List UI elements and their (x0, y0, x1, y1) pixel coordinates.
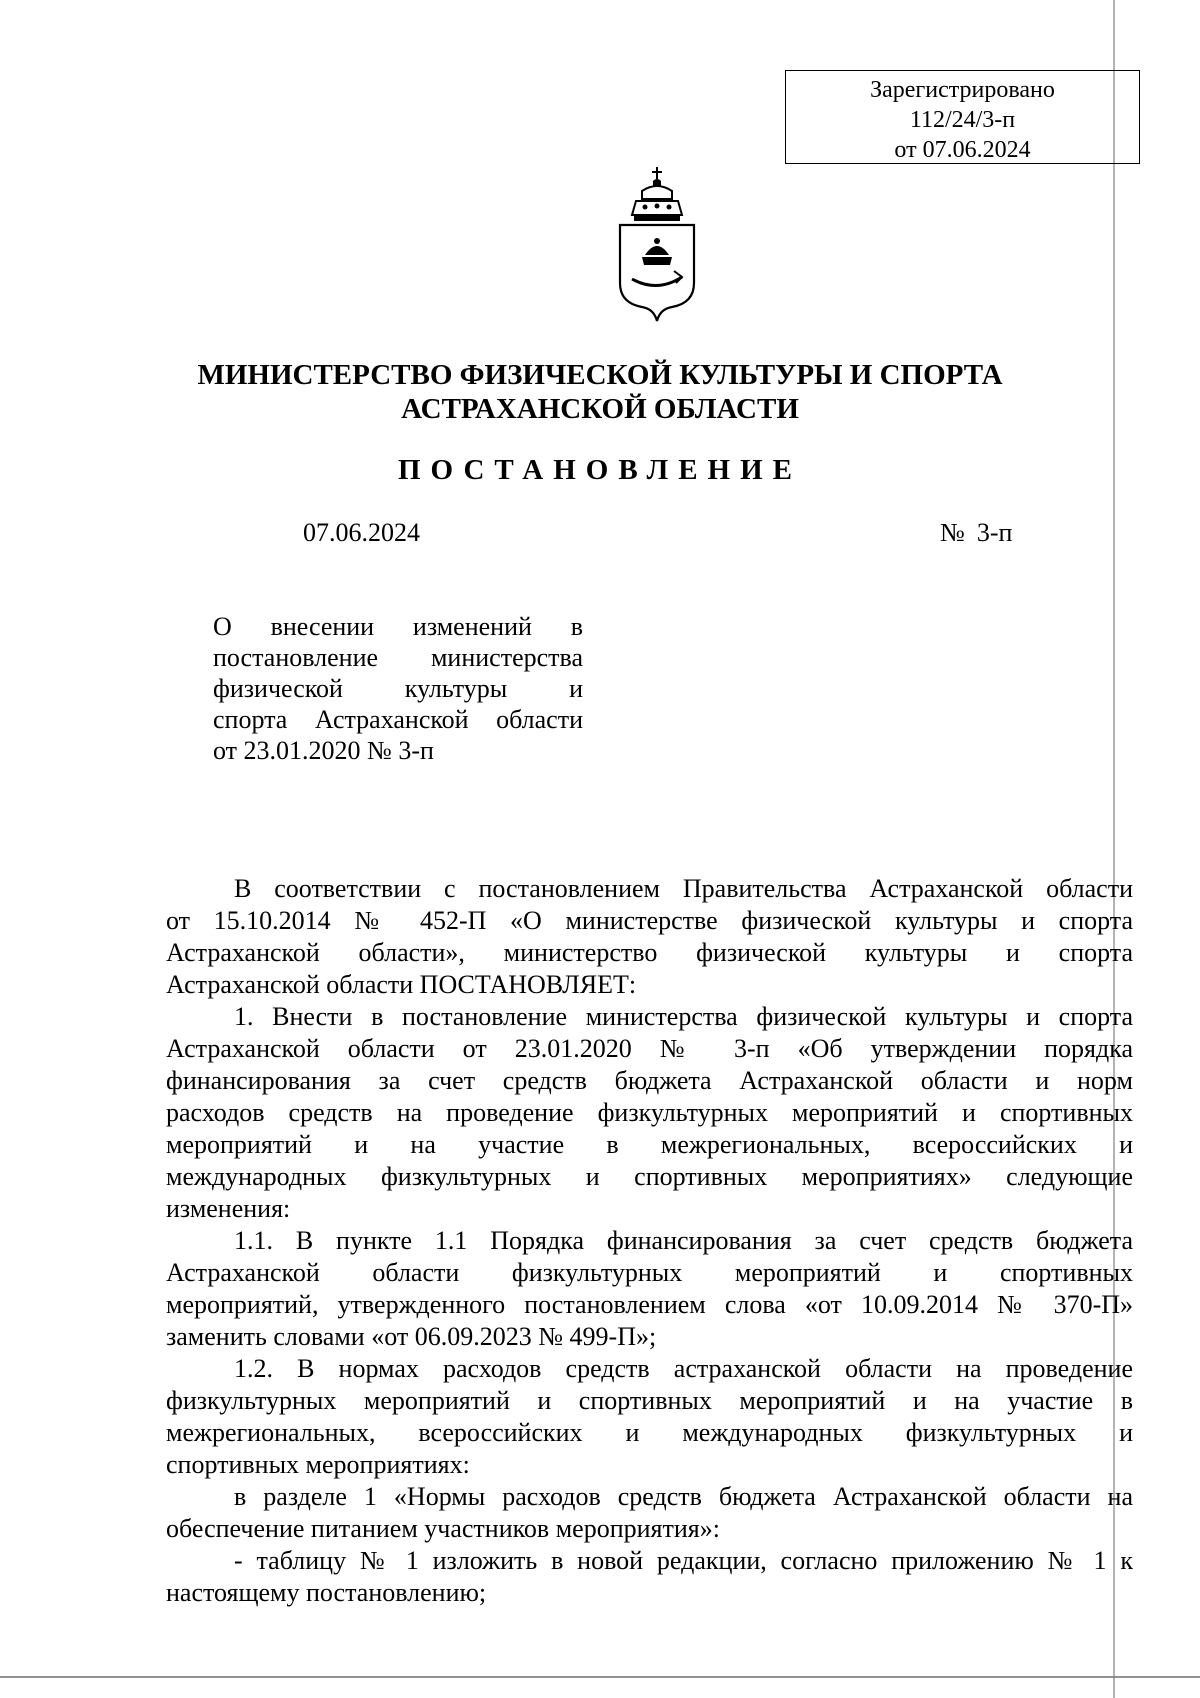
subject-line: постановление министерства (213, 643, 583, 672)
document-type-heading: ПОСТАНОВЛЕНИЕ (397, 454, 802, 486)
body-line: в разделе 1 «Нормы расходов средств бюджета Астраханской области на (234, 1482, 1133, 1511)
body-line: заменить словами «от 06.09.2023 № 499-П»; (166, 1322, 657, 1351)
body-line: обеспечение питанием участников мероприятия»: (166, 1514, 720, 1543)
body-line: от 15.10.2014 № 452-П «О министерстве физической культуры и спорта (166, 906, 1133, 935)
registration-stamp-title: Зарегистрировано (870, 77, 1055, 103)
document-body (166, 873, 1133, 1609)
number-value: 3-п (976, 518, 1013, 547)
subject-line: физической культуры и (213, 674, 583, 703)
ministry-title (0, 358, 1200, 426)
subject-line: спорта Астраханской области (213, 705, 583, 734)
astrakhan-coat-of-arms-icon (612, 165, 702, 325)
body-line: расходов средств на проведение физкультурных мероприятий и спортивных (166, 1098, 1133, 1127)
number-sign: № (940, 518, 965, 547)
body-line: спортивных мероприятиях: (166, 1450, 470, 1479)
body-line: мероприятий и на участие в межрегиональных, всероссийских и (166, 1130, 1133, 1159)
body-line: 1.2. В нормах расходов средств астраханской области на проведение (234, 1354, 1133, 1383)
body-line: Астраханской области», министерство физической культуры и спорта (166, 938, 1133, 967)
document-number (940, 518, 1012, 548)
ministry-title-line2: АСТРАХАНСКОЙ ОБЛАСТИ (401, 393, 799, 425)
ministry-title-line1: МИНИСТЕРСТВО ФИЗИЧЕСКОЙ КУЛЬТУРЫ И СПОРТА (197, 359, 1003, 391)
subject-line: от 23.01.2020 № 3-п (213, 736, 434, 765)
body-line: Астраханской области физкультурных мероприятий и спортивных (166, 1258, 1133, 1287)
body-line: физкультурных мероприятий и спортивных мероприятий и на участие в (166, 1386, 1133, 1415)
body-line: финансирования за счет средств бюджета Астраханской области и норм (166, 1066, 1133, 1095)
registration-stamp-date: от 07.06.2024 (894, 137, 1031, 163)
scan-artifact-horizontal-line (0, 1676, 1200, 1678)
registration-stamp-number: 112/24/3-п (909, 107, 1016, 133)
body-line: международных физкультурных и спортивных мероприятиях» следующие (166, 1162, 1133, 1191)
body-line: В соответствии с постановлением Правительства Астраханской области (234, 874, 1133, 903)
subject-line: О внесении изменений в (213, 612, 583, 641)
body-line: настоящему постановлению; (166, 1578, 487, 1607)
body-line: 1.1. В пункте 1.1 Порядка финансирования за счет средств бюджета (234, 1226, 1133, 1255)
body-line: мероприятий, утвержденного постановлением слова «от 10.09.2014 № 370-П» (166, 1290, 1133, 1319)
body-line: изменения: (166, 1194, 291, 1223)
body-line: Астраханской области ПОСТАНОВЛЯЕТ: (166, 970, 637, 999)
body-line: Астраханской области от 23.01.2020 № 3-п «Об утверждении порядка (166, 1034, 1133, 1063)
body-line: межрегиональных, всероссийских и международных физкультурных и (166, 1418, 1133, 1447)
registration-stamp (785, 70, 1140, 164)
document-subject (213, 611, 583, 766)
body-line: 1. Внести в постановление министерства физической культуры и спорта (234, 1002, 1133, 1031)
body-line: - таблицу № 1 изложить в новой редакции, согласно приложению № 1 к (234, 1546, 1133, 1575)
document-date: 07.06.2024 (303, 518, 420, 547)
